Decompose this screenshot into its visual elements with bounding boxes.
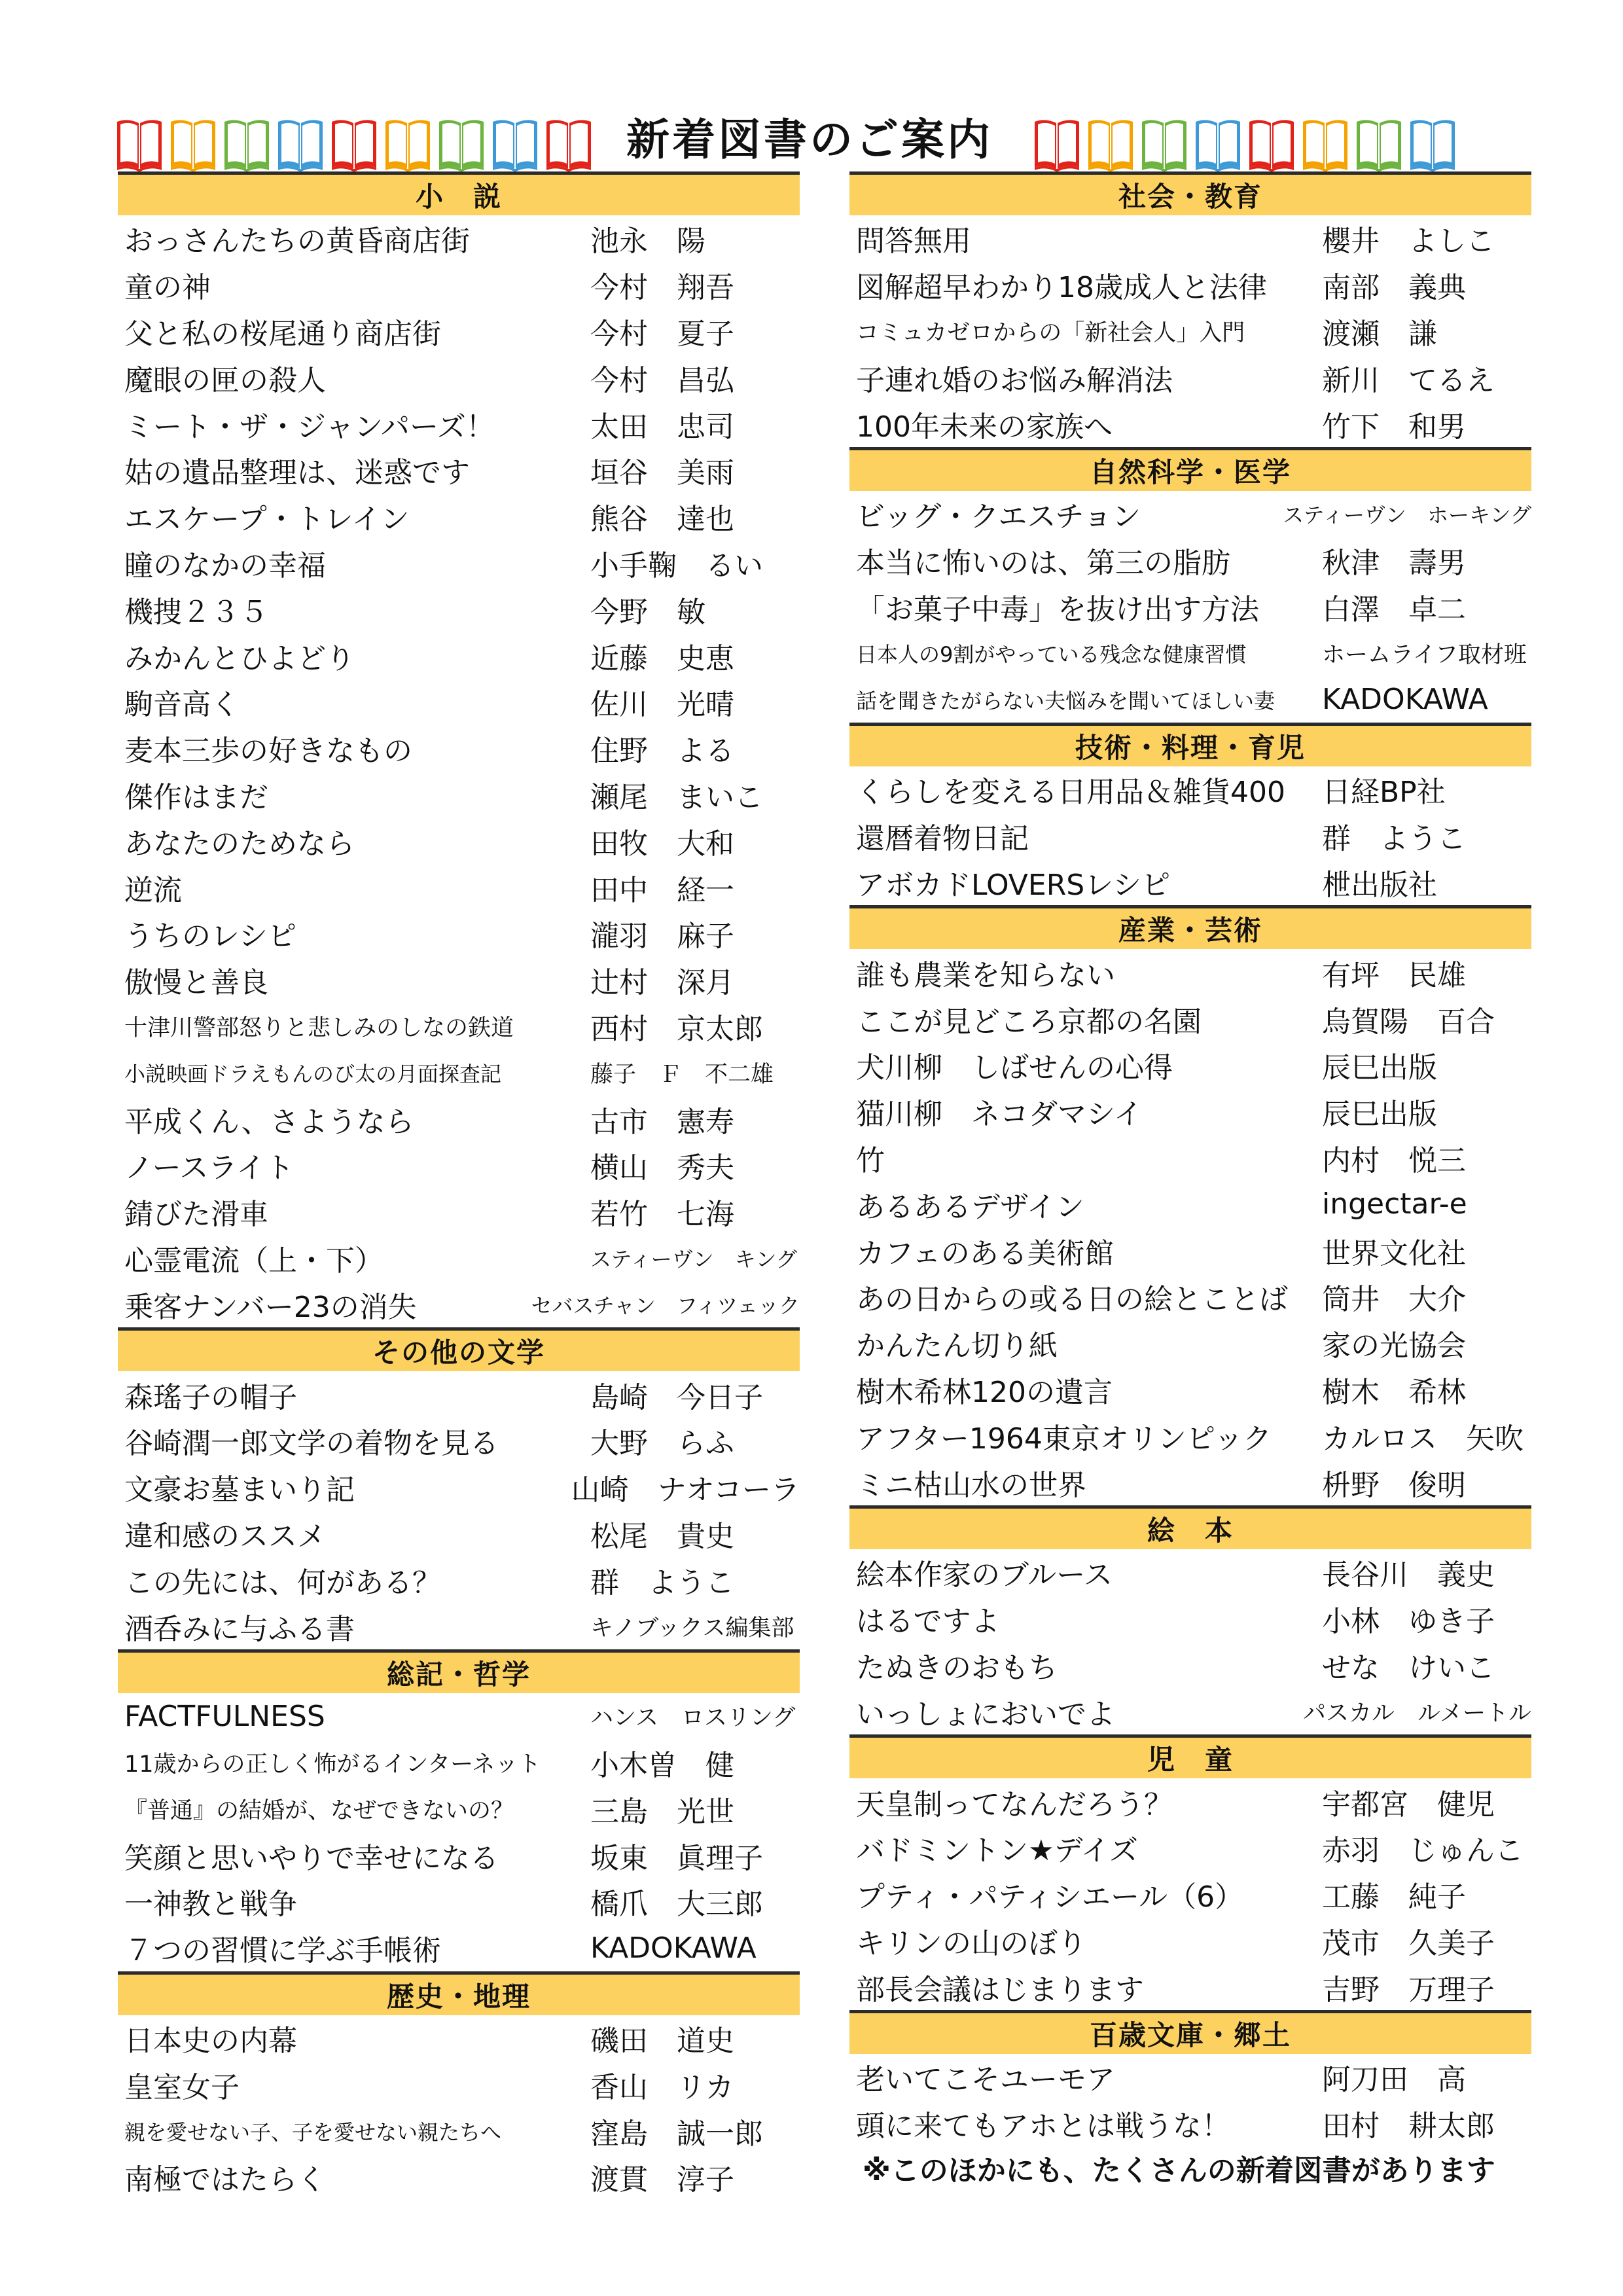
book-entry xyxy=(849,1367,1531,1413)
book-title: プティ・パティシエール（6） xyxy=(856,1880,1244,1914)
book-title: かんたん切り紙 xyxy=(856,1329,1058,1363)
book-author: セバスチャン フィツェック xyxy=(531,1293,800,1318)
book-entry xyxy=(118,354,800,401)
book-title: 還暦着物日記 xyxy=(856,822,1029,856)
book-author: 世界文化社 xyxy=(1322,1236,1466,1270)
book-entry xyxy=(118,1878,800,1925)
book-title: 違和感のススメ xyxy=(124,1519,326,1553)
book-author: 櫻井 よしこ xyxy=(1322,224,1495,259)
book-entry xyxy=(849,1918,1531,1964)
book-entry xyxy=(118,864,800,910)
book-entry xyxy=(118,1418,800,1464)
book-entry xyxy=(118,817,800,864)
book-title: ミニ枯山水の世界 xyxy=(856,1468,1086,1502)
book-icon-row-right xyxy=(1032,99,1461,171)
book-author: 竹下 和男 xyxy=(1322,410,1466,444)
book-icon xyxy=(1193,113,1243,171)
book-entry xyxy=(849,813,1531,859)
book-author: ingectar-e xyxy=(1322,1187,1467,1221)
book-author: 瀬尾 まいこ xyxy=(590,780,763,814)
book-author: 垣谷 美雨 xyxy=(590,456,734,490)
book-title: キリンの山のぼり xyxy=(856,1926,1086,1960)
book-author: 長谷川 義史 xyxy=(1322,1558,1495,1592)
book-author: 今村 夏子 xyxy=(590,317,734,351)
book-entry xyxy=(118,1281,800,1327)
book-title: ビッグ・クエスチョン xyxy=(856,500,1141,534)
book-author: 吉野 万理子 xyxy=(1322,1973,1495,2007)
book-title: 父と私の桜尾通り商店街 xyxy=(124,317,441,351)
book-title: 谷崎潤一郎文学の着物を見る xyxy=(124,1427,499,1461)
book-title: 一神教と戦争 xyxy=(124,1888,297,1922)
book-author: 辰巳出版 xyxy=(1322,1098,1437,1132)
header-banner xyxy=(115,99,1541,171)
section-header: 技術・料理・育児 xyxy=(849,723,1531,766)
book-title: 機捜２３５ xyxy=(124,595,268,629)
book-entry xyxy=(849,2054,1531,2100)
book-entry xyxy=(849,537,1531,584)
book-entry xyxy=(118,1189,800,1235)
book-title: 酒呑みに与ふる書 xyxy=(124,1612,355,1646)
book-entry xyxy=(849,1042,1531,1088)
book-author: 香山 リカ xyxy=(590,2070,734,2104)
book-entry xyxy=(118,2108,800,2154)
book-author: せな けいこ xyxy=(1322,1651,1495,1685)
book-title: たぬきのおもち xyxy=(856,1651,1058,1685)
book-entry xyxy=(849,1825,1531,1871)
book-entry xyxy=(118,1049,800,1096)
book-title: 樹木希林120の遺言 xyxy=(856,1375,1113,1409)
book-title: 錆びた滑車 xyxy=(124,1198,268,1232)
book-author: 辰巳出版 xyxy=(1322,1051,1437,1085)
book-author: 渡瀬 謙 xyxy=(1322,317,1437,351)
book-icon xyxy=(544,113,594,171)
book-entry xyxy=(849,1688,1531,1734)
book-title: うちのレシピ xyxy=(124,920,296,954)
book-entry xyxy=(118,2015,800,2062)
book-author: 日経BP社 xyxy=(1322,776,1446,810)
book-title: 十津川警部怒りと悲しみのしなの鉄道 xyxy=(124,1014,514,1041)
book-author: ハンス ロスリング xyxy=(590,1705,796,1732)
book-author: 磯田 道史 xyxy=(590,2024,734,2058)
book-title: バドミントン★デイズ xyxy=(856,1834,1139,1868)
book-entry xyxy=(118,1556,800,1603)
book-entry xyxy=(118,1371,800,1418)
book-entry xyxy=(849,1227,1531,1274)
book-author: 阿刀田 高 xyxy=(1322,2063,1466,2097)
book-author: 古市 憲寿 xyxy=(590,1105,734,1139)
book-title: 絵本作家のブルース xyxy=(856,1558,1113,1592)
book-title: ミート・ザ・ジャンパーズ！ xyxy=(124,410,495,444)
book-title: 心霊電流（上・下） xyxy=(124,1244,383,1278)
book-entry xyxy=(118,725,800,772)
book-author: 筒井 大介 xyxy=(1322,1283,1466,1317)
book-entry xyxy=(118,586,800,632)
book-title: カフェのある美術館 xyxy=(856,1236,1114,1270)
book-title: 親を愛せない子、子を愛せない親たちへ xyxy=(124,2119,502,2145)
book-author: 今村 昌弘 xyxy=(590,363,734,397)
book-author: スティーヴン ホーキング xyxy=(1283,503,1531,528)
book-icon xyxy=(1300,113,1350,171)
book-entry xyxy=(118,772,800,818)
book-author: 宇都宮 健児 xyxy=(1322,1787,1495,1821)
book-title: 日本史の内幕 xyxy=(124,2024,297,2058)
book-entry xyxy=(849,1320,1531,1367)
book-icon xyxy=(168,113,218,171)
book-icon xyxy=(115,113,164,171)
book-author: 家の光協会 xyxy=(1322,1329,1466,1363)
book-title: アフター1964東京オリンピック xyxy=(856,1422,1272,1456)
book-title: 傲慢と善良 xyxy=(124,966,268,1000)
book-title: 森瑤子の帽子 xyxy=(124,1380,297,1414)
book-author: 烏賀陽 百合 xyxy=(1322,1005,1495,1039)
book-author: 新川 てるえ xyxy=(1322,363,1495,397)
book-author: 坂東 眞理子 xyxy=(590,1841,763,1875)
book-icon xyxy=(1247,113,1296,171)
book-title: コミュカゼロからの「新社会人」入門 xyxy=(856,319,1245,346)
book-entry xyxy=(849,676,1531,723)
book-author: 西村 京太郎 xyxy=(590,1012,763,1046)
book-title: 駒音高く xyxy=(124,688,240,722)
book-entry xyxy=(849,1459,1531,1505)
book-title: 南極ではたらく xyxy=(124,2163,326,2197)
book-author: 辻村 深月 xyxy=(590,966,734,1000)
book-title: 100年未来の家族へ xyxy=(856,410,1113,444)
book-entry xyxy=(849,1135,1531,1181)
book-icon xyxy=(1032,113,1082,171)
book-title: 話を聞きたがらない夫悩みを聞いてほしい妻 xyxy=(856,688,1275,713)
section-header: 社会・教育 xyxy=(849,171,1531,215)
book-author: KADOKAWA xyxy=(1322,683,1488,717)
book-title: あなたのためなら xyxy=(124,827,355,861)
book-author: 横山 秀夫 xyxy=(590,1151,734,1185)
book-title: 問答無用 xyxy=(856,224,971,259)
book-entry xyxy=(849,262,1531,308)
book-author: 小手鞠 るい xyxy=(590,548,763,583)
book-author: パスカル ルメートル xyxy=(1303,1700,1531,1727)
book-author: 太田 忠司 xyxy=(590,410,734,444)
book-icon xyxy=(1086,113,1135,171)
book-icon xyxy=(1139,113,1189,171)
book-icon xyxy=(276,113,325,171)
book-title: 乗客ナンバー23の消失 xyxy=(124,1290,417,1324)
book-icon xyxy=(490,113,540,171)
book-entry xyxy=(849,1596,1531,1642)
book-author: 茂市 久美子 xyxy=(1322,1926,1495,1960)
book-author: ホームライフ取材班 xyxy=(1322,641,1527,668)
book-entry xyxy=(118,910,800,957)
book-entry xyxy=(849,491,1531,537)
book-title: 麦本三歩の好きなもの xyxy=(124,734,412,768)
book-title: アボカドLOVERSレシピ xyxy=(856,868,1171,902)
book-entry xyxy=(118,540,800,586)
book-entry xyxy=(849,1274,1531,1320)
book-author: 島崎 今日子 xyxy=(590,1380,763,1414)
book-author: 小木曽 健 xyxy=(590,1749,734,1783)
book-title: 部長会議はじまります xyxy=(856,1973,1144,2007)
book-title: 図解超早わかり18歳成人と法律 xyxy=(856,271,1267,305)
book-entry xyxy=(849,1549,1531,1596)
book-title: あの日からの或る日の絵とことば xyxy=(856,1283,1288,1317)
book-title: エスケープ・トレイン xyxy=(124,503,410,537)
book-author: カルロス 矢吹 xyxy=(1322,1422,1524,1456)
book-author: 内村 悦三 xyxy=(1322,1143,1466,1177)
book-author: 今村 翔吾 xyxy=(590,271,734,305)
book-title: いっしょにおいでよ xyxy=(856,1697,1115,1731)
book-entry xyxy=(118,1235,800,1282)
book-author: 三島 光世 xyxy=(590,1795,734,1829)
book-author: 秋津 壽男 xyxy=(1322,547,1466,581)
book-entry xyxy=(849,996,1531,1042)
section-header: 総記・哲学 xyxy=(118,1649,800,1693)
book-entry xyxy=(118,215,800,262)
book-title: 11歳からの正しく怖がるインターネット xyxy=(124,1751,541,1778)
book-entry xyxy=(118,262,800,308)
book-author: 工藤 純子 xyxy=(1322,1880,1466,1914)
book-entry xyxy=(849,1088,1531,1135)
book-author: KADOKAWA xyxy=(590,1931,757,1965)
section-header: その他の文学 xyxy=(118,1327,800,1371)
book-author: 田牧 大和 xyxy=(590,827,734,861)
book-author: 白澤 卓二 xyxy=(1322,592,1466,626)
book-entry xyxy=(849,401,1531,447)
book-entry xyxy=(849,1964,1531,2010)
book-author: 近藤 史恵 xyxy=(590,641,734,675)
page-title: 新着図書のご案内 xyxy=(626,113,993,165)
book-entry xyxy=(849,630,1531,676)
book-title: 日本人の9割がやっている残念な健康習慣 xyxy=(856,641,1247,667)
book-icon xyxy=(222,113,272,171)
book-entry xyxy=(118,1003,800,1050)
book-entry xyxy=(118,1142,800,1189)
book-entry xyxy=(849,584,1531,630)
book-entry xyxy=(849,308,1531,355)
book-author: 群 ようこ xyxy=(590,1566,734,1600)
book-title: 平成くん、さようなら xyxy=(124,1105,414,1139)
book-author: 小林 ゆき子 xyxy=(1322,1605,1495,1639)
book-icon xyxy=(383,113,433,171)
book-entry xyxy=(849,354,1531,401)
book-title: 子連れ婚のお悩み解消法 xyxy=(856,363,1173,397)
book-entry xyxy=(849,2100,1531,2147)
book-title: 天皇制ってなんだろう？ xyxy=(856,1787,1173,1821)
book-entry xyxy=(118,1603,800,1649)
book-title: 文豪お墓まいり記 xyxy=(124,1473,355,1507)
book-entry xyxy=(118,1925,800,1971)
book-title: みかんとひよどり xyxy=(124,641,355,675)
book-author: 田村 耕太郎 xyxy=(1322,2109,1495,2144)
book-author: 佐川 光晴 xyxy=(590,688,734,722)
book-icon xyxy=(1408,113,1457,171)
book-title: くらしを変える日用品＆雑貨400 xyxy=(856,776,1285,810)
book-author: 住野 よる xyxy=(590,734,734,768)
book-author: 山崎 ナオコーラ xyxy=(571,1473,800,1507)
section-header: 児 童 xyxy=(849,1734,1531,1778)
book-entry xyxy=(849,1412,1531,1459)
book-title: この先には、何がある？ xyxy=(124,1566,441,1600)
book-title: 猫川柳 ネコダマシイ xyxy=(856,1098,1143,1132)
book-author: 田中 経一 xyxy=(590,873,734,907)
book-entry xyxy=(118,1464,800,1511)
book-title: ７つの習慣に学ぶ手帳術 xyxy=(124,1934,441,1968)
book-title: 本当に怖いのは、第三の脂肪 xyxy=(856,547,1230,581)
book-title: 笑顔と思いやりで幸せになる xyxy=(124,1841,499,1875)
book-author: 橋爪 大三郎 xyxy=(590,1888,763,1922)
book-entry xyxy=(849,1642,1531,1689)
book-entry xyxy=(849,949,1531,996)
book-author: 枻出版社 xyxy=(1322,868,1437,902)
book-entry xyxy=(118,2061,800,2108)
book-title: 皇室女子 xyxy=(124,2070,240,2104)
book-entry xyxy=(849,1181,1531,1227)
book-icon xyxy=(329,113,379,171)
book-title: 誰も農業を知らない xyxy=(856,958,1115,992)
book-entry xyxy=(118,1096,800,1142)
book-title: 逆流 xyxy=(124,873,182,907)
book-entry xyxy=(118,401,800,447)
book-title: 魔眼の匣の殺人 xyxy=(124,363,326,397)
book-icon xyxy=(1354,113,1404,171)
book-author: 藤子 Ｆ 不二雄 xyxy=(590,1061,774,1088)
book-icon-row-left xyxy=(115,99,597,171)
book-author: 瀧羽 麻子 xyxy=(590,920,734,954)
book-author: 若竹 七海 xyxy=(590,1198,734,1232)
book-entry xyxy=(118,1832,800,1878)
book-entry xyxy=(118,957,800,1003)
book-title: おっさんたちの黄昏商店街 xyxy=(124,224,470,259)
book-author: 枡野 俊明 xyxy=(1322,1468,1466,1502)
book-entry xyxy=(118,1786,800,1833)
book-title: あるあるデザイン xyxy=(856,1190,1084,1224)
book-title: 瞳のなかの幸福 xyxy=(124,548,326,583)
book-entry xyxy=(118,632,800,679)
book-entry xyxy=(849,859,1531,906)
right-column xyxy=(849,171,1531,2147)
book-title: 『普通』の結婚が、なぜできないの？ xyxy=(124,1797,514,1824)
book-entry xyxy=(118,1511,800,1557)
book-title: 老いてこそユーモア xyxy=(856,2063,1115,2097)
footer-note: ※このほかにも、たくさんの新着図書があります xyxy=(863,2154,1495,2187)
book-title: 犬川柳 しばせんの心得 xyxy=(856,1051,1173,1085)
book-author: 渡貫 淳子 xyxy=(590,2163,734,2197)
book-icon xyxy=(437,113,486,171)
book-title: FACTFULNESS xyxy=(124,1699,325,1733)
book-author: 松尾 貴史 xyxy=(590,1519,734,1553)
book-entry xyxy=(118,493,800,540)
book-author: 群 ようこ xyxy=(1322,822,1466,856)
section-header: 絵 本 xyxy=(849,1505,1531,1549)
book-author: 樹木 希林 xyxy=(1322,1375,1466,1409)
book-title: 傑作はまだ xyxy=(124,780,268,814)
section-header: 百歳文庫・郷土 xyxy=(849,2010,1531,2054)
book-title: はるですよ xyxy=(856,1605,1000,1639)
book-title: ノースライト xyxy=(124,1151,294,1185)
book-entry xyxy=(118,1693,800,1740)
book-title: ここが見どころ京都の名園 xyxy=(856,1005,1202,1039)
book-entry xyxy=(849,766,1531,813)
book-title: 頭に来てもアホとは戦うな！ xyxy=(856,2109,1230,2144)
book-author: 熊谷 達也 xyxy=(590,503,734,537)
left-column xyxy=(118,171,800,2200)
book-entry xyxy=(118,2154,800,2200)
book-author: 今野 敏 xyxy=(590,595,705,629)
book-author: キノブックス編集部 xyxy=(590,1615,794,1641)
book-author: 大野 らふ xyxy=(590,1427,734,1461)
section-header: 歴史・地理 xyxy=(118,1971,800,2015)
book-title: 童の神 xyxy=(124,271,211,305)
book-entry xyxy=(118,1740,800,1786)
book-title: 「お菓子中毒」を抜け出す方法 xyxy=(856,592,1259,626)
book-entry xyxy=(849,215,1531,262)
book-title: 小説映画ドラえもんのび太の月面探査記 xyxy=(124,1061,502,1086)
book-entry xyxy=(118,308,800,355)
book-author: 南部 義典 xyxy=(1322,271,1466,305)
book-title: 姑の遺品整理は、迷惑です xyxy=(124,456,470,490)
book-author: 赤羽 じゅんこ xyxy=(1322,1834,1524,1868)
section-header: 小 説 xyxy=(118,171,800,215)
book-author: 窪島 誠一郎 xyxy=(590,2117,763,2151)
book-author: 有坪 民雄 xyxy=(1322,958,1466,992)
book-entry xyxy=(849,1778,1531,1825)
book-entry xyxy=(849,1871,1531,1918)
section-header: 自然科学・医学 xyxy=(849,447,1531,491)
book-author: スティーヴン キング xyxy=(590,1246,797,1272)
book-entry xyxy=(118,679,800,725)
book-entry xyxy=(118,447,800,493)
book-title: 竹 xyxy=(856,1143,885,1177)
section-header: 産業・芸術 xyxy=(849,905,1531,949)
book-author: 池永 陽 xyxy=(590,224,705,259)
